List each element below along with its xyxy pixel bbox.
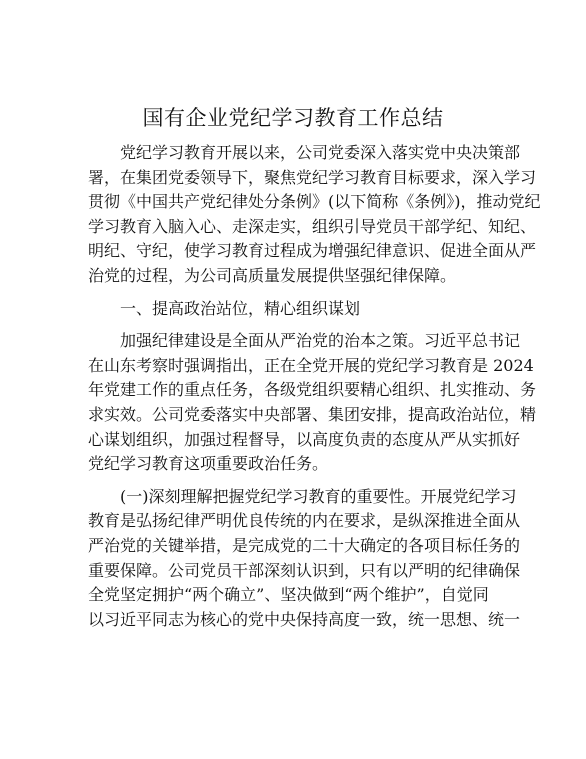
text-line: 治党的过程，为公司高质量发展提供坚强纪律保障。 bbox=[88, 265, 457, 285]
text-line: 重要保障。公司党员干部深刻认识到，只有以严明的纪律确保 bbox=[88, 560, 521, 580]
paragraph bbox=[88, 141, 541, 289]
text-line: 学习教育入脑入心、走深走实，组织引导党员干部学纪、知纪、 bbox=[88, 216, 537, 236]
text-line: 年党建工作的重点任务，各级党组织要精心组织、扎实推动、务 bbox=[88, 380, 537, 400]
heading-line: 一、提高政治站位，精心组织谋划 bbox=[120, 298, 361, 318]
text-line: 教育是弘扬纪律严明优良传统的内在要求，是纵深推进全面从 bbox=[88, 511, 521, 531]
document-title: 国有企业党纪学习教育工作总结 bbox=[142, 106, 444, 130]
text-line: 加强纪律建设是全面从严治党的治本之策。习近平总书记 bbox=[120, 331, 521, 351]
text-line: 在山东考察时强调指出，正在全党开展的党纪学习教育是 2024 bbox=[88, 355, 534, 375]
text-line: 明纪、守纪，使学习教育过程成为增强纪律意识、促进全面从严 bbox=[88, 241, 537, 261]
text-line: (一)深刻理解把握党纪学习教育的重要性。开展党纪学习 bbox=[120, 486, 517, 506]
text-line: 党纪学习教育开展以来，公司党委深入落实党中央决策部 bbox=[120, 143, 521, 162]
paragraph bbox=[88, 329, 537, 477]
text-line: 全党坚定拥护“两个确立”、坚决做到“两个维护”，自觉同 bbox=[88, 585, 489, 605]
text-line: 署，在集团党委领导下，聚焦党纪学习教育目标要求，深入学习 bbox=[88, 167, 537, 187]
text-line: 贯彻《中国共产党纪律处分条例》(以下简称《条例》)，推动党纪 bbox=[88, 192, 541, 212]
text-line: 求实效。公司党委落实中央部署、集团安排，提高政治站位，精 bbox=[88, 404, 537, 424]
document-body bbox=[88, 141, 541, 632]
text-line: 心谋划组织，加强过程督导，以高度负责的态度从严从实抓好 bbox=[88, 429, 521, 449]
text-line: 党纪学习教育这项重要政治任务。 bbox=[88, 454, 329, 474]
paragraph bbox=[88, 485, 521, 633]
text-line: 以习近平同志为核心的党中央保持高度一致，统一思想、统一 bbox=[88, 609, 521, 629]
section-heading bbox=[88, 297, 498, 322]
text-line: 严治党的关键举措，是完成党的二十大确定的各项目标任务的 bbox=[88, 535, 521, 555]
